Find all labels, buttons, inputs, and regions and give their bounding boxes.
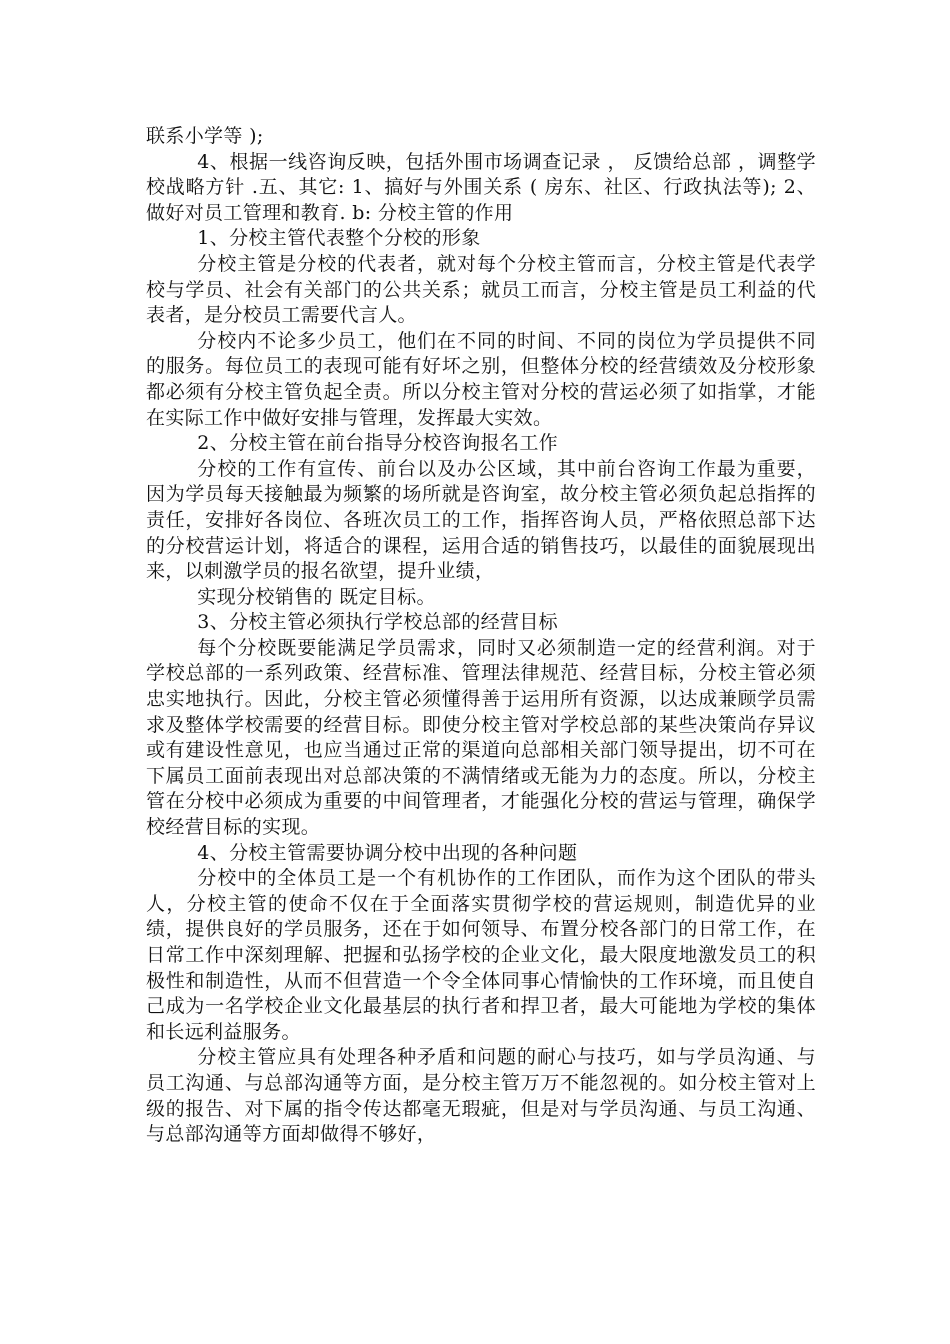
section-heading-4: 4、分校主管需要协调分校中出现的各种问题 [197, 841, 578, 864]
section-heading-3: 3、分校主管必须执行学校总部的经营目标 [197, 611, 559, 634]
paragraph-business-goals: 每个分校既要能满足学员需求，同时又必须制造一定的经营利润。对于学校总部的一系列政策、经营标准、管理法律规范、经营目标，分校主管必须忠实地执行。因此，分校主管必须懂得善于运用所有资源，以达成兼顾学员需求及整体学校需要的经营目标。即使分校主管对学校总部的某些决策尚存异议或有建设性意见，也应当通过正常的渠道向总部相关部门领导提出，切不可在下属员工面前表现出对总部决策的不满情绪或无能为力的态度。所以，分校主管在分校中必须成为重要的中间管理者，才能强化分校的营运与管理，确保学校经营目标的实现。 [146, 636, 816, 839]
paragraph-item-4-feedback: 4、根据一线咨询反映，包括外围市场调查记录 ， 反馈给总部 ，调整学校战略方针 .五、其它: 1、搞好与外围关系 ( 房东、社区、行政执法等); 2、做好对员工管理和教育. b: 分校主管的作用 [146, 150, 816, 224]
document-page [146, 124, 816, 1148]
paragraph-communication: 分校主管应具有处理各种矛盾和问题的耐心与技巧，如与学员沟通、与员工沟通、与总部沟通等方面，是分校主管万万不能忽视的。如分校主管对上级的报告、对下属的指令传达都毫无瑕疵，但是对与学员沟通、与员工沟通、与总部沟通等方面却做得不够好， [146, 1046, 816, 1146]
section-heading-2: 2、分校主管在前台指导分校咨询报名工作 [197, 432, 559, 455]
paragraph-staff-service: 分校内不论多少员工，他们在不同的时间、不同的岗位为学员提供不同的服务。每位员工的表现可能有好坏之别，但整体分校的经营绩效及分校形象都必须有分校主管负起全责。所以分校主管对分校的营运必须了如指掌，才能在实际工作中做好安排与管理，发挥最大实效。 [146, 329, 816, 429]
paragraph-representative: 分校主管是分校的代表者，就对每个分校主管而言，分校主管是代表学校与学员、社会有关部门的公共关系；就员工而言，分校主管是员工利益的代表者，是分校员工需要代言人。 [146, 252, 816, 327]
paragraph-front-desk: 分校的工作有宣传、前台以及办公区域，其中前台咨询工作最为重要，因为学员每天接触最为频繁的场所就是咨询室，故分校主管必须负起总指挥的责任，安排好各岗位、各班次员工的工作，指挥咨询人员，严格依照总部下达的分校营运计划，将适合的课程，运用合适的销售技巧，以最佳的面貌展现出来，以刺激学员的报名欲望，提升业绩， [146, 457, 816, 583]
paragraph-team-leader: 分校中的全体员工是一个有机协作的工作团队，而作为这个团队的带头人，分校主管的使命不仅在于全面落实贯彻学校的营运规则，制造优异的业绩，提供良好的学员服务，还在于如何领导、布置分校各部门的日常工作，在日常工作中深刻理解、把握和弘扬学校的企业文化，最大限度地激发员工的积极性和制造性，从而不但营造一个令全体同事心情愉快的工作环境，而且使自己成为一名学校企业文化最基层的执行者和捍卫者，最大可能地为学校的集体和长远利益服务。 [146, 867, 816, 1043]
section-heading-1: 1、分校主管代表整个分校的形象 [197, 227, 481, 250]
paragraph-sales-goal: 实现分校销售的 既定目标。 [197, 585, 436, 608]
paragraph-continuation: 联系小学等 ); [146, 125, 264, 147]
